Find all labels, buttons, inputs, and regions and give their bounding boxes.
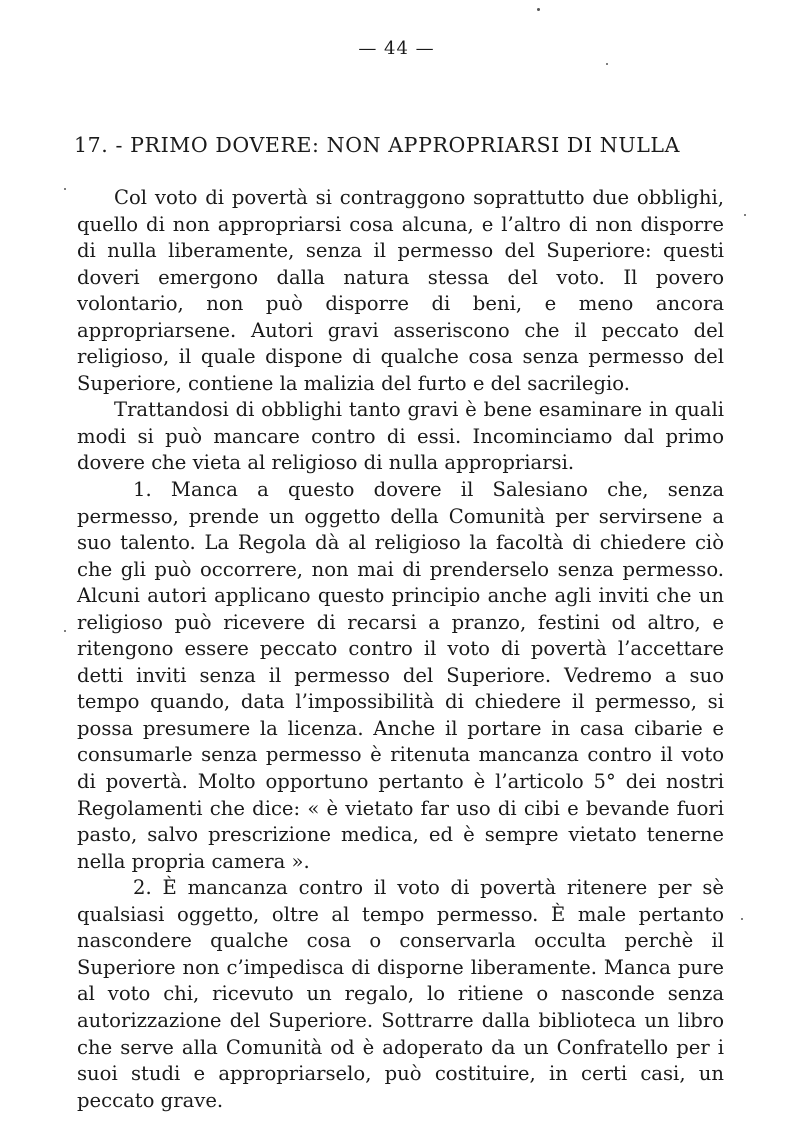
scan-speck: [606, 63, 608, 65]
scan-speck: [64, 630, 66, 632]
scan-speck: [744, 214, 746, 216]
section-title: 17. - PRIMO DOVERE: NON APPROPRIARSI DI NULLA: [74, 133, 681, 157]
scan-speck: [64, 188, 66, 190]
page-number: — 44 —: [358, 38, 435, 59]
scan-speck: [537, 8, 540, 11]
paragraph-transition: Trattandosi di obblighi tanto gravi è bene esaminare in quali modi si può mancare contro di essi. Incominciamo dal primo dovere che vieta al religioso di nulla appropriarsi.: [77, 398, 724, 475]
paragraph-intro: Col voto di povertà si contraggono soprattutto due obblighi, quello di non appropriarsi cosa alcuna, e l’altro di non disporre di nulla liberamente, senza il permesso del Superiore: questi doveri emergono dalla natura stessa del voto. Il povero volontario, non può disporre di beni, e meno ancora appropriarsene. Autori gravi asseriscono che il peccato del religioso, il quale dispone di qualche cosa senza permesso del Superiore, contiene la malizia del furto e del sacrilegio.: [77, 186, 724, 395]
paragraph-point-2: 2. È mancanza contro il voto di povertà ritenere per sè qualsiasi oggetto, oltre al tempo permesso. È male pertanto nascondere qualche cosa o conservarla occulta perchè il Superiore non c’impedisca di disporne liberamente. Manca pure al voto chi, ricevuto un regalo, lo ritiene o nasconde senza autorizzazione del Superiore. Sottrarre dalla biblioteca un libro che serve alla Comunità od è adoperato da un Confratello per i suoi studi e appropriarselo, può costituire, in certi casi, un peccato grave.: [77, 876, 724, 1112]
paragraph-point-1: 1. Manca a questo dovere il Salesiano che, senza permesso, prende un oggetto della Comunità per servirsene a suo talento. La Regola dà al religioso la facoltà di chiedere ciò che gli può occorrere, non mai di prenderselo senza permesso. Alcuni autori applicano questo principio anche agli inviti che un religioso può ricevere di recarsi a pranzo, festini od altro, e ritengono essere peccato contro il voto di povertà l’accettare detti inviti senza il permesso del Superiore. Vedremo a suo tempo quando, data l’impossibilità di chiedere il permesso, si possa presumere la licenza. Anche il portare in casa cibarie e consumarle senza permesso è ritenuta mancanza contro il voto di povertà. Molto opportuno pertanto è l’articolo 5° dei nostri Regolamenti che dice: « è vietato far uso di cibi e bevande fuori pasto, salvo prescrizione medica, ed è sempre vietato tenerne nella propria camera ».: [77, 478, 724, 873]
scan-speck: [741, 918, 743, 920]
body-text: [77, 185, 724, 1114]
